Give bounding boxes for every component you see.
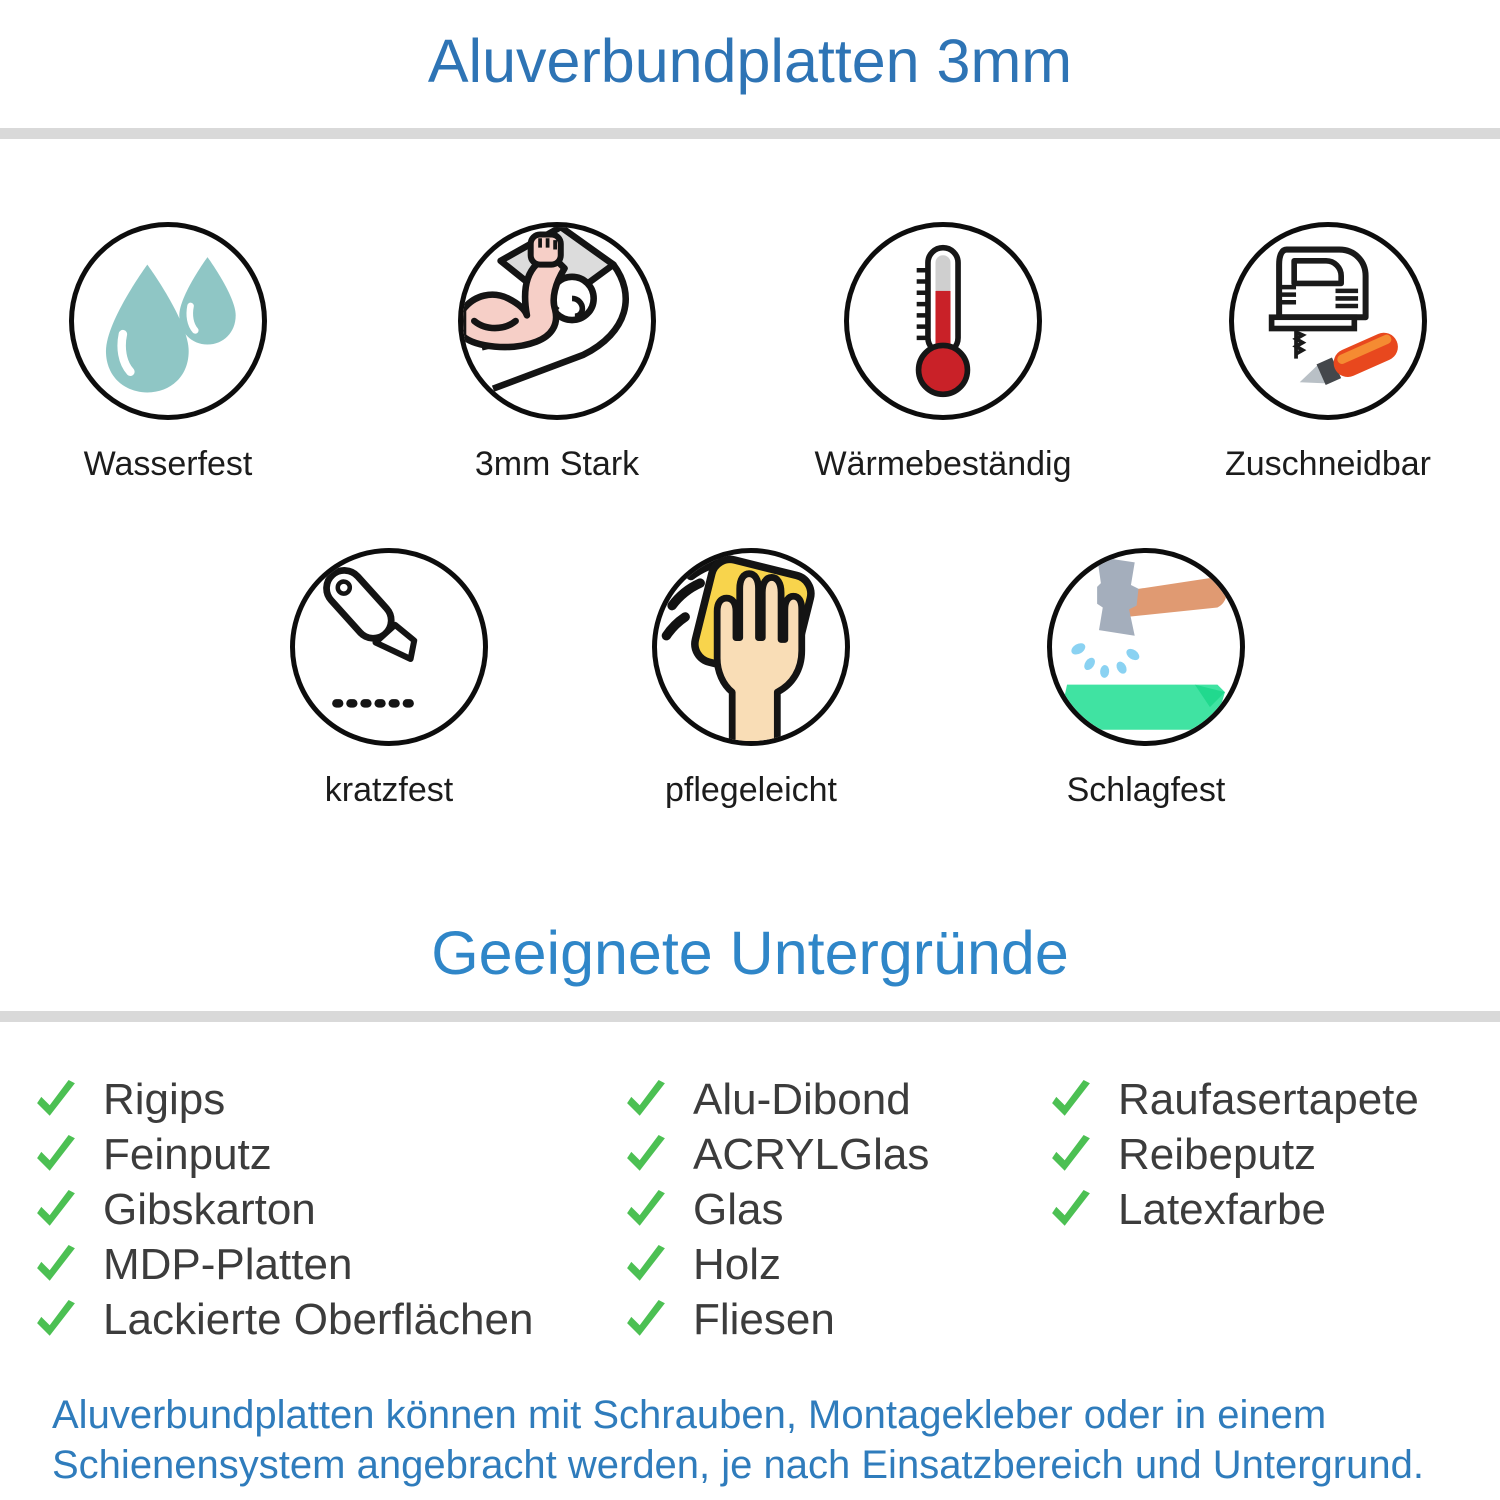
substrate-label: Latexfarbe bbox=[1118, 1184, 1326, 1234]
feature-kratzfest bbox=[209, 548, 569, 810]
feature-label: kratzfest bbox=[324, 771, 454, 809]
list-item bbox=[1048, 1072, 1419, 1127]
substrate-column-2 bbox=[623, 1072, 929, 1347]
list-item bbox=[623, 1127, 929, 1182]
substrate-label: Holz bbox=[693, 1239, 782, 1289]
list-item bbox=[623, 1237, 929, 1292]
feature-pflegeleicht bbox=[571, 548, 931, 810]
feature-circle bbox=[652, 548, 850, 746]
page-title: Aluverbundplatten 3mm bbox=[427, 27, 1073, 95]
substrate-label: Gibskarton bbox=[103, 1184, 316, 1234]
substrate-label: Fliesen bbox=[693, 1294, 835, 1344]
mounting-note-line2: Schienensystem angebracht werden, je nach Einsatzbereich und Untergrund. bbox=[52, 1443, 1424, 1487]
feature-label: 3mm Stark bbox=[474, 445, 640, 483]
check-icon bbox=[623, 1189, 669, 1231]
check-icon bbox=[623, 1079, 669, 1121]
substrate-label: Alu-Dibond bbox=[693, 1074, 911, 1124]
feature-circle bbox=[844, 222, 1042, 420]
substrate-column-1 bbox=[33, 1072, 533, 1347]
feature-waermebestaendig bbox=[763, 222, 1123, 484]
substrate-label: Raufasertapete bbox=[1118, 1074, 1419, 1124]
substrate-label: Reibeputz bbox=[1118, 1129, 1317, 1179]
feature-schlagfest bbox=[966, 548, 1326, 810]
list-item bbox=[1048, 1182, 1419, 1237]
mounting-note bbox=[52, 1390, 1424, 1490]
check-icon bbox=[33, 1079, 79, 1121]
substrate-label: Feinputz bbox=[103, 1129, 272, 1179]
jigsaw-and-knife-icon bbox=[1234, 227, 1422, 415]
substrate-label: Rigips bbox=[103, 1074, 226, 1124]
check-icon bbox=[33, 1299, 79, 1341]
list-item bbox=[623, 1182, 929, 1237]
feature-circle bbox=[1229, 222, 1427, 420]
list-item bbox=[33, 1072, 533, 1127]
list-item bbox=[33, 1182, 533, 1237]
check-icon bbox=[623, 1244, 669, 1286]
substrate-label: MDP-Platten bbox=[103, 1239, 353, 1289]
substrate-label: Lackierte Oberflächen bbox=[103, 1294, 534, 1344]
feature-zuschneidbar bbox=[1148, 222, 1500, 484]
check-icon bbox=[1048, 1189, 1094, 1231]
check-icon bbox=[623, 1134, 669, 1176]
check-icon bbox=[33, 1244, 79, 1286]
check-icon bbox=[33, 1189, 79, 1231]
water-drops-icon bbox=[74, 227, 262, 415]
substrate-label: Glas bbox=[693, 1184, 784, 1234]
divider-top bbox=[0, 128, 1500, 139]
feature-circle bbox=[290, 548, 488, 746]
feature-label: Schlagfest bbox=[1066, 771, 1226, 809]
check-icon bbox=[623, 1299, 669, 1341]
feature-3mm-stark bbox=[377, 222, 737, 484]
feature-wasserfest bbox=[0, 222, 348, 484]
feature-circle bbox=[69, 222, 267, 420]
list-item bbox=[33, 1127, 533, 1182]
feature-circle bbox=[1047, 548, 1245, 746]
section-title: Geeignete Untergründe bbox=[431, 919, 1069, 987]
check-icon bbox=[1048, 1134, 1094, 1176]
list-item bbox=[33, 1292, 533, 1347]
check-icon bbox=[1048, 1079, 1094, 1121]
mounting-note-line1: Aluverbundplatten können mit Schrauben, Montagekleber oder in einem bbox=[52, 1393, 1327, 1437]
check-icon bbox=[33, 1134, 79, 1176]
thermometer-icon bbox=[849, 227, 1037, 415]
list-item bbox=[623, 1292, 929, 1347]
substrate-column-3 bbox=[1048, 1072, 1419, 1237]
list-item bbox=[33, 1237, 533, 1292]
hand-wiping-cloth-icon bbox=[657, 553, 845, 741]
feature-label: Wasserfest bbox=[83, 445, 253, 483]
feature-label: Zuschneidbar bbox=[1224, 445, 1431, 483]
divider-middle bbox=[0, 1011, 1500, 1022]
feature-circle bbox=[458, 222, 656, 420]
hammer-on-surface-icon bbox=[1052, 553, 1240, 741]
substrate-label: ACRYLGlas bbox=[693, 1129, 930, 1179]
muscle-arm-rolled-panel-icon bbox=[463, 227, 651, 415]
list-item bbox=[1048, 1127, 1419, 1182]
feature-label: pflegeleicht bbox=[664, 771, 837, 809]
list-item bbox=[623, 1072, 929, 1127]
utility-knife-icon bbox=[295, 553, 483, 741]
feature-label: Wärmebeständig bbox=[814, 445, 1072, 483]
